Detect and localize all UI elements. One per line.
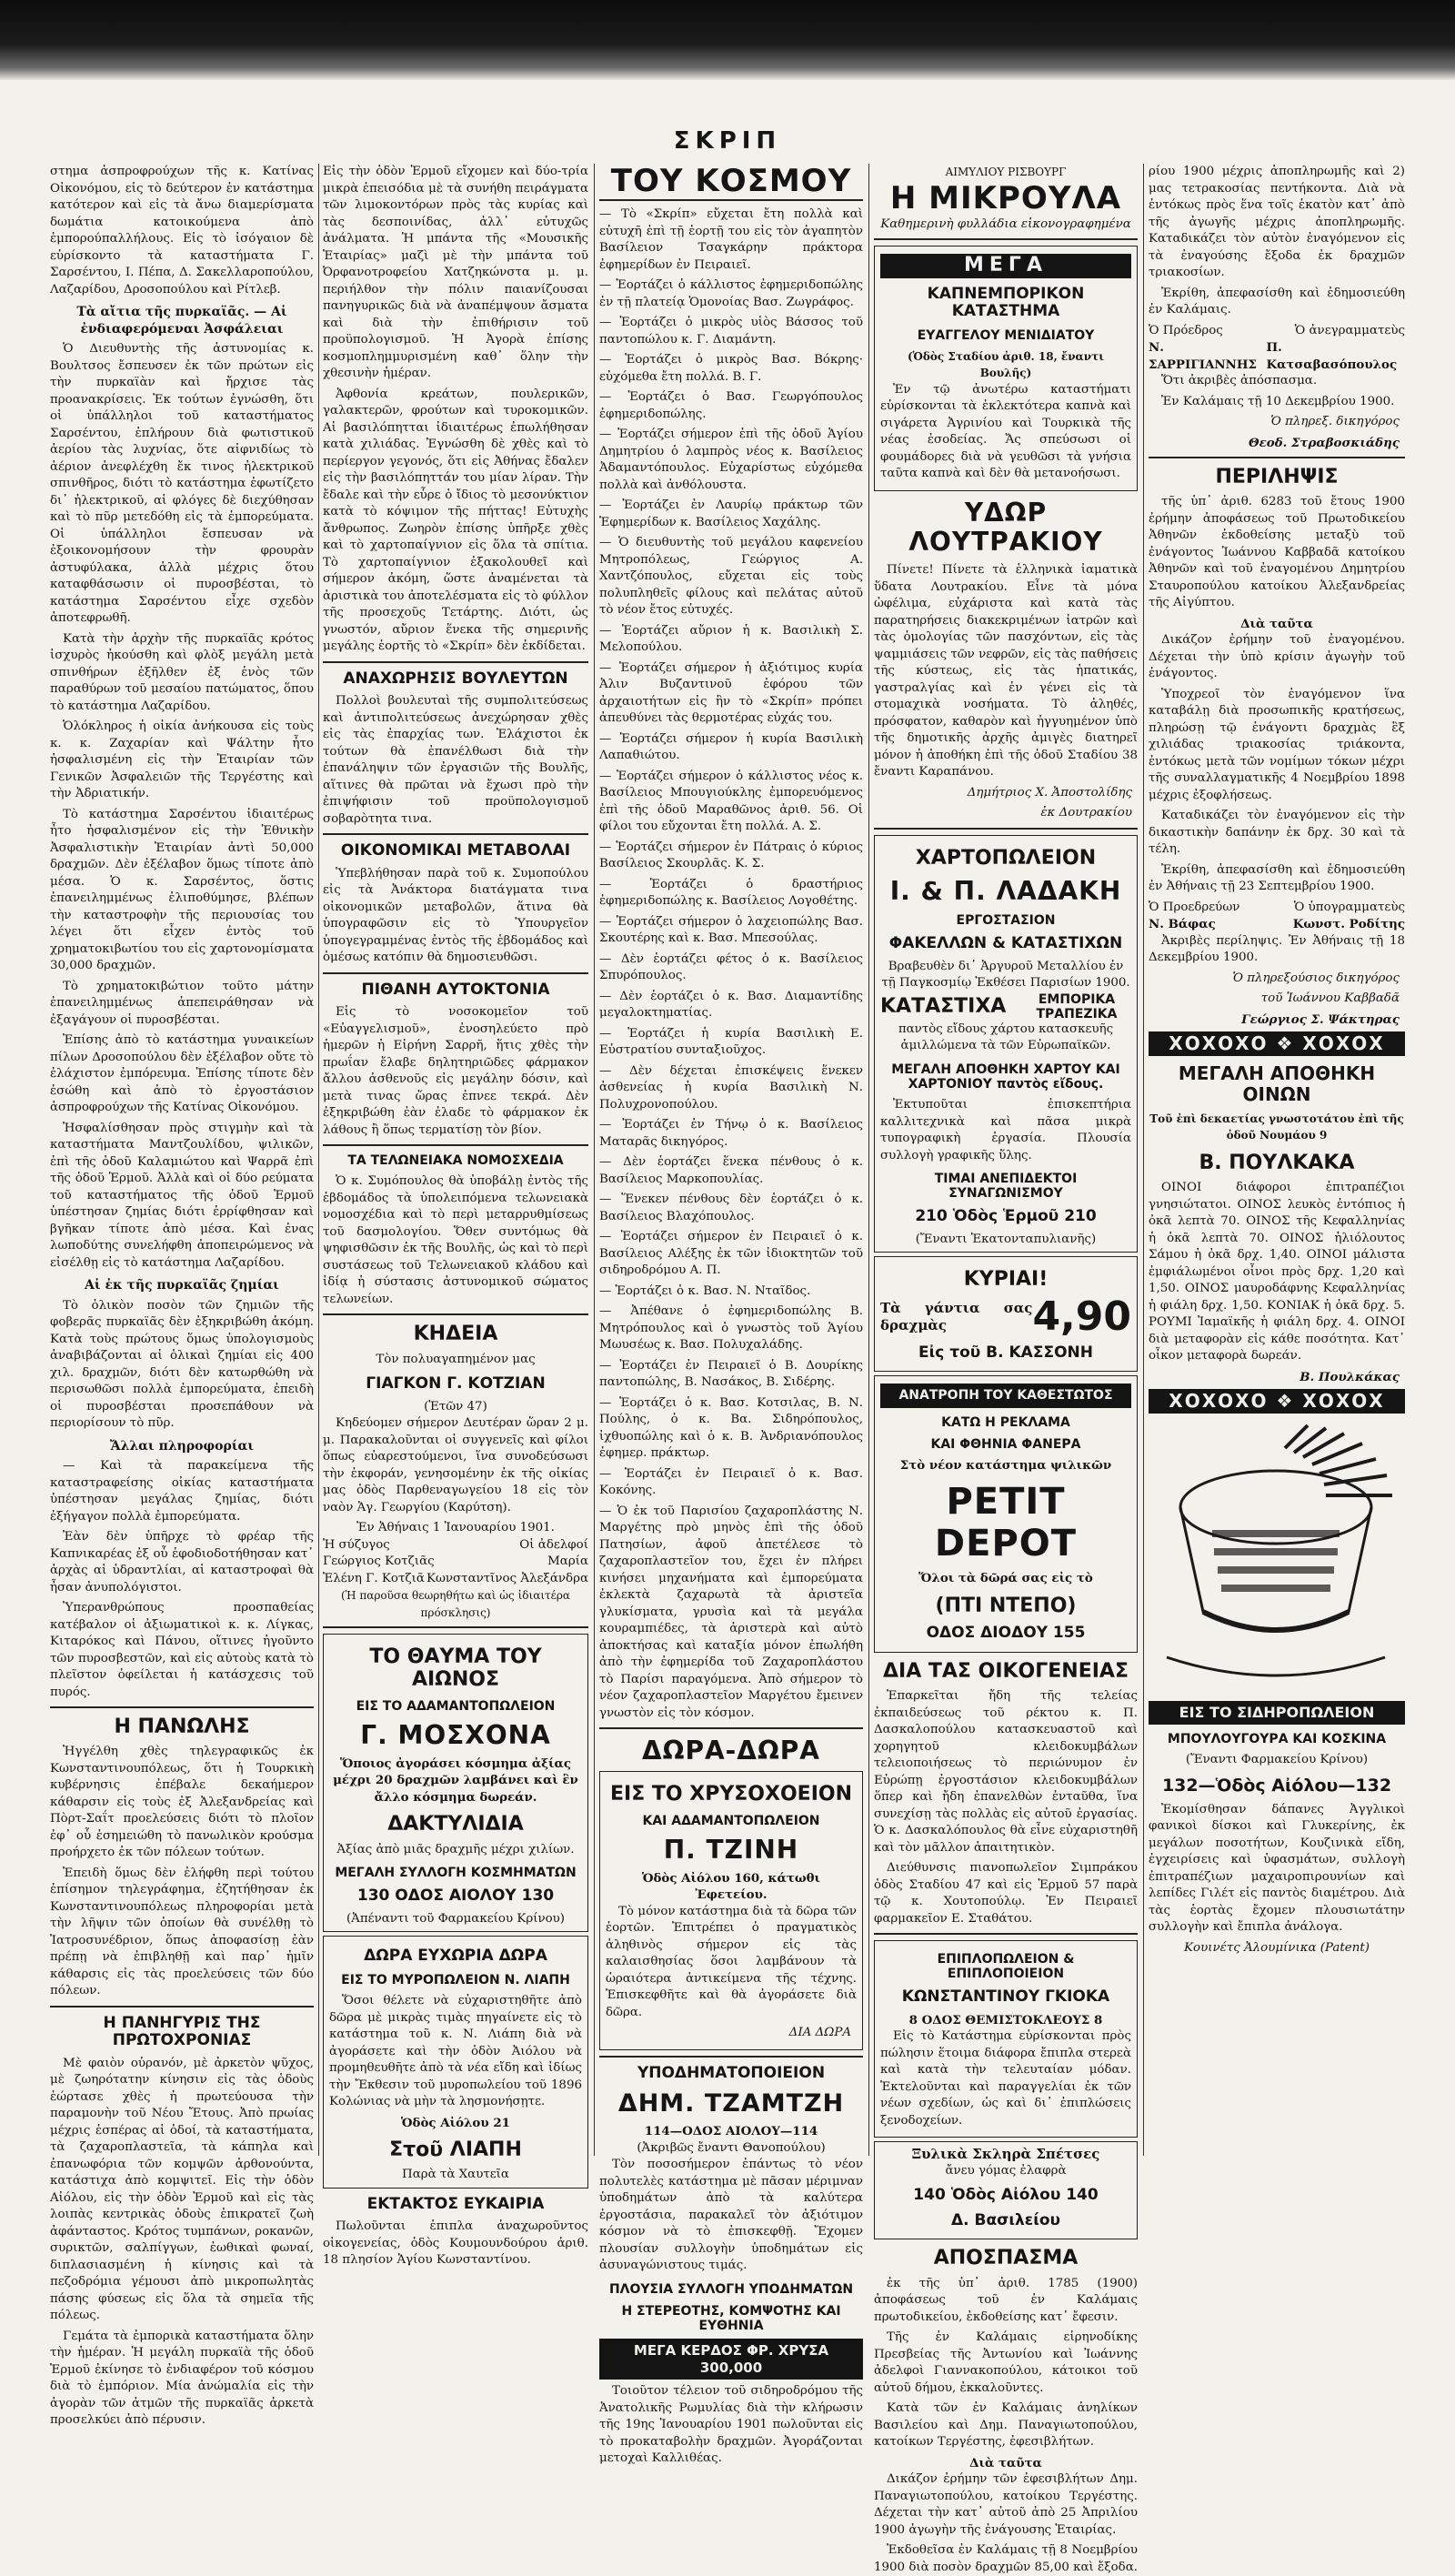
ad-headline: ΕΙΣ ΤΟ ΧΡΥΣΟΧΟΕΙΟΝ bbox=[609, 1783, 852, 1806]
divider bbox=[323, 972, 588, 974]
ad-headline: ΜΕΓΑ bbox=[880, 254, 1131, 278]
subheading: Διὰ ταῦτα bbox=[969, 2455, 1042, 2470]
social-note: — Ἑορτάζει ἐν Λαυρίῳ πράκτωρ τῶν Ἐφημερίδων κ. Βασίλειος Χαχάλης. bbox=[599, 498, 863, 529]
article-paragraph: Πολλοὶ βουλευταὶ τῆς συμπολιτεύσεως καὶ ἀντιπολιτεύσεως ἀνεχώρησαν χθὲς εἰς τὰς ἐπαρχίας των. Ἐλάχιστοι ἐκ τούτων θὰ ἐπανέλθωσι διὰ τὴν ἐπανάληψιν τῶν ἐργασιῶν τῆς Βουλῆς, αἵτινες θὰ πρῶται νὰ ἔχωσι πρὸ τὴν ἐπιψήφισιν τοῦ προϋπολογισμοῦ σοβαρὸτητα τινα. bbox=[323, 694, 588, 826]
ad-subheadline: ΚΑΙ ΦΘΗΝΙΑ ΦΑΝΕΡΑ bbox=[930, 1436, 1081, 1452]
headline: ΠΙΘΑΝΗ ΑΥΤΟΚΤΟΝΙΑ bbox=[361, 980, 550, 999]
ad-subheadline: ΕΙΣ ΤΟ ΜΥΡΟΠΩΛΕΙΟΝ Ν. ΛΙΑΠΗ bbox=[341, 1972, 570, 1987]
signature: Κωνσταντῖνος Ἀλεξάνδρα bbox=[426, 1571, 588, 1585]
article-paragraph: Ἐὰν δὲν ὑπῆρχε τὸ φρέαρ τῆς Καπνικαρέας ἐξ οὗ ἐφοδιοδοτήθησαν κατ᾽ ἀρχὰς αἱ ὑδραντλίαι, αἱ καταστροφαὶ θὰ ἦσαν ἀνυπολόγιστοι. bbox=[50, 1530, 314, 1595]
headline: Η ΠΑΝΩΛΗΣ bbox=[114, 1716, 250, 1738]
ad-subheadline: ΕΥΑΓΓΕΛΟΥ ΜΕΝΙΔΙΑΤΟΥ bbox=[917, 327, 1095, 343]
signature: Ὁ πληρεξ. δικηγόρος bbox=[1270, 415, 1400, 428]
timber-advertisement bbox=[874, 2141, 1138, 2239]
social-note: — Ἑορτάζει σήμερον ἡ ἀξιότιμος κυρία Ἀλιν Βυζαντινοῦ ἐφόρου τῶν ἀρχαιοτήτων εἰς ἣν τὸ «Σκρίπ» πρόπει ἀπευθύνει τὰς θερμοτέρας εὐχάς του. bbox=[599, 660, 863, 726]
ground-line bbox=[1167, 1657, 1385, 1675]
signature-row bbox=[323, 1554, 588, 1571]
ad-signoff: Δημήτριος Χ. Ἀποστολίδης bbox=[967, 785, 1132, 800]
ad-text: Πίνετε! Πίνετε τὰ ἑλληνικὰ ἰαματικὰ ὕδατα Λουτρακίου. Εἶνε τὰ μόνα ὠφέλιμα, εὐχάριστα καὶ κατὰ τὰς παρατηρήσεις διακεκριμένων ἰατρῶν καὶ τὰς ὁμολογίας τῶν πασχόντων, εἰς τὰς ψαμμιάσεις τῶν νεφρῶν, εἰς τὰς παθήσεις τῆς κύστεως, εἰς τὰς ἡπατικάς, γαστραλγίας καὶ ἐν γένει εἰς τὰ στομαχικὰ νοσήματα. Τὸ ἀληθές, πρόσφατον, καθαρὸν καὶ ἠγγυημένον ὑπὸ τῆς δημοτικῆς ἀρχῆς ἀμιγὲς διατηρεῖ μόνον ἡ ἀποθήκη ἐπὶ τῆς ὁδοῦ Σταδίου 38 ἔναντι Καραπάνου. bbox=[874, 563, 1138, 780]
social-note: — Ἑορτάζει σήμερον ὁ λαχειοπώλης Βασ. Σκουτέρης καὶ κ. Βασ. Μπεσούλας. bbox=[599, 914, 863, 946]
article-paragraph: Πωλοῦνται ἐπιπλα ἀναχωροῦντος οἰκογενείας, ὁδὸς Κουμουνδούρου ἀριθ. 18 πλησίον Ἁγίου Κωνσταντίνου. bbox=[323, 2219, 588, 2268]
article-paragraph: τῆς ὑπ᾽ ἀριθ. 6283 τοῦ ἔτους 1900 ἐρήμην ἀποφάσεως τοῦ Πρωτοδικείου Ἀθηνῶν ἐκδοθείσης μεταξὺ τοῦ ἐνάγοντος Ἰωάννου Καββαδᾶ κατοίκου Ἀθηνῶν καὶ τοῦ ἐναγομένου Δημητρίου Σταυροπούλου κατοίκου Ἀλεξανδρείας τῆς Αἰγύπτου. bbox=[1149, 495, 1405, 610]
column-2 bbox=[323, 164, 588, 2268]
ad-text: Ἐκτυποῦται ἐπισκεπτήρια καλλιτεχνικὰ καὶ πᾶσα μικρὰ τυπογραφικὴ ἐργασία. Πλουσία συλλογὴ γραφικῆς ὕλης. bbox=[880, 1098, 1131, 1162]
signature: Ἑλένη Γ. Κοτζιᾶ bbox=[323, 1571, 425, 1585]
signature: Ὁ πληρεξούσιος δικηγόρος bbox=[1232, 971, 1400, 985]
article-paragraph: Κατὰ τὴν ἀρχὴν τῆς πυρκαϊᾶς κρότος ἰσχυρὸς ἠκούσθη καὶ φλὸξ μεγάλη μετὰ σπινθήρων ἐξῆλθεν ἐξ ἑνὸς τῶν παραθύρων τοῦ μεσαίου πατώματος, ὅπου τὸ κατάστημα Λαζαρίδου. bbox=[50, 631, 314, 713]
scan-top-border bbox=[0, 0, 1455, 80]
article-paragraph: Τοιοῦτον τέλειον τοῦ σιδηροδρόμου τῆς Ἀνατολικῆς Ρωμυλίας διὰ τὴν κλήρωσιν τῆς 19ης Ἰανουαρίου 1901 πωλοῦνται εἰς τὸ προκαταβολὴν δραχμῶν. Ἀγοράζονται μετοχαὶ Καλλιθέας. bbox=[599, 2384, 863, 2466]
ad-brand: PETIT DEPOT bbox=[934, 1481, 1078, 1565]
article-paragraph: Κηδεύομεν σήμερον Δευτέραν ὥραν 2 μ. μ. Παρακαλοῦνται οἱ συγγενεῖς καὶ φίλοι ὅπως εὐαρεστούμενοι, ἵνα συνοδεύσωσι τὴν ἐκφοράν, γενησομένην ἐκ τῆς οἰκίας μας ὁδὸς Παρθεναγωγείου 18 εἰς τὸν ναὸν Ἁγ. Γεωργίου (Καρύτση). bbox=[323, 1416, 588, 1514]
signature: Γεώργιος Κοτζιᾶς bbox=[323, 1555, 435, 1569]
ad-brand: ΜΠΟΥΛΟΥΓΟΥΡΑ ΚΑΙ ΚΟΣΚΙΝΑ bbox=[1167, 1732, 1387, 1747]
ad-brand: Δ. Βασιλείου bbox=[950, 2210, 1061, 2229]
social-note: — Ἑορτάζει ὁ μικρὸς υἱὸς Βάσσος τοῦ παντοπώλου κ. Γ. Διαμάντη. bbox=[599, 316, 863, 347]
social-note: — Ἑορτάζει ὁ κάλλιστος ἐφημεριδοπώλης ἐν τῇ πλατείᾳ Ὁμονοίας Βασ. Ζωγράφος. bbox=[599, 278, 863, 309]
ad-brand: Ι. & Π. ΛΑΔΑΚΗ bbox=[889, 875, 1122, 906]
headline: ΥΔΩΡ ΛΟΥΤΡΑΚΙΟΥ bbox=[908, 497, 1103, 557]
column-rule bbox=[594, 164, 595, 2156]
article-paragraph: Ὅτι ἀκριβὲς ἀπόσπασμα. bbox=[1161, 374, 1318, 387]
signature: Ὁ ὑπογραμματεὺς bbox=[1293, 900, 1405, 914]
section-title: ΤΟΥ ΚΟΣΜΟΥ bbox=[599, 164, 863, 201]
social-note: — Ἑορτάζει ὁ κ. Βασ. Ν. Νταῖδος. bbox=[599, 1283, 811, 1298]
ad-brand: (ΠΤΙ ΝΤΕΠΟ) bbox=[935, 1594, 1077, 1617]
ad-subheadline: ΜΕΓΑΛΗ ΣΥΛΛΟΓΗ ΚΟΣΜΗΜΑΤΩΝ bbox=[335, 1866, 577, 1881]
ad-headline: ΕΙΣ ΤΟ ΣΙΔΗΡΟΠΩΛΕΙΟΝ bbox=[1149, 1701, 1405, 1726]
social-note: — Ἑορτάζει σήμερον ἐν Πειραιεῖ ὁ κ. Βασίλειος Αλέξης ἐκ τῶν ἰδιοκτητῶν τοῦ σιδηροδρόμου Α. Π. bbox=[599, 1230, 863, 1278]
ad-text: Ὅποιος ἀγοράσει κόσμημα ἀξίας μέχρι 20 δραχμῶν λαμβάνει καὶ ἓν ἄλλο κόσμημα δωρεάν. bbox=[333, 1756, 578, 1805]
article-paragraph: Ἐκδοθεῖσα ἐν Καλάμαις τῇ 8 Νοεμβρίου 1900 διὰ ποσὸν δραχμῶν 85,00 καὶ ἔξοδα. bbox=[874, 2543, 1139, 2574]
signature: Ν. ΣΑΡΡΙΓΙΑΝΝΗΣ bbox=[1149, 340, 1258, 372]
article-paragraph: Διεύθυνσις πιανοπωλεῖον Σιμπράκου ὁδὸς Σταδίου 47 καὶ εἰς Ἑρμοῦ 57 παρὰ τῷ κ. Χουτοπούλῳ. Ἐν Πειραιεῖ φαρμακεῖον Ε. Σταθάτου. bbox=[874, 1861, 1138, 1926]
ad-address: (Ὁδὸς Σταδίου ἀριθ. 18, ἔναντι Βουλῆς) bbox=[908, 349, 1104, 380]
headline: ΕΚΤΑΚΤΟΣ ΕΥΚΑΙΡΙΑ bbox=[366, 2194, 545, 2213]
divider bbox=[50, 1706, 314, 1708]
signature: Γεώργιος Σ. Ψάκτηρας bbox=[1241, 1011, 1400, 1027]
social-note: — Ἑορτάζει ὁ κ. Βασ. Κοτσιλας, Β. Ν. Πούλης, ὁ κ. Βα. Σιδηρόπουλος, ἰχθυοπώλης καὶ ὁ κ. Β. Ἀνδριανόπουλος ἐφημερ. πράκτωρ. bbox=[599, 1395, 863, 1461]
ad-address: 8 ΟΔΟΣ ΘΕΜΙΣΤΟΚΛΕΟΥΣ 8 bbox=[908, 2012, 1103, 2028]
column-4 bbox=[874, 164, 1139, 2574]
ad-subheadline: ΔΑΚΤΥΛΙΔΙΑ bbox=[387, 1813, 524, 1836]
social-note: — Ἀπέθανε ὁ ἐφημεριδοπώλης Β. Μητρόπουλος καὶ ὁ γνωστὸς τοῦ Ἁγίου Μωυσέως κ. Βασ. Πολυχαλάδης. bbox=[599, 1304, 863, 1353]
sieve-illustration bbox=[1149, 1421, 1403, 1694]
notice-date: Ἐν Ἀθήναις 1 Ἰανουαρίου 1901. bbox=[356, 1521, 555, 1535]
ad-text: Βραβευθὲν δι᾽ Ἀργυροῦ Μεταλλίου ἐν τῇ Παγκοσμίῳ Ἐκθέσει Παρισίων 1900. bbox=[881, 959, 1130, 991]
article-paragraph: Τὸ κατάστημα Σαρσέντου ἰδιαιτέρως ἦτο ἠσφαλισμένον εἰς τὴν Ἐθνικὴν Ἀσφαλιστικὴν Ἑταιρίαν ἀντὶ 50,000 δραχμῶν. Δὲν ἐξέλαβον ὅμως τίποτε ἀπὸ μέσα. Ὁ κ. Σαρσέντος, ὅστις ἐπανειλημμένως ἐλιποθύμησε, βλέπων τὴν καταστροφὴν τῆς περιουσίας του λέγει ὅτι εἶχεν ἐντὸς τοῦ χρηματοκιβωτίου του εἰς χαρτονομίσματα 30,000 δραχμῶν. bbox=[50, 807, 314, 972]
article-paragraph: Ὁ Διευθυντὴς τῆς ἀστυνομίας κ. Βουλτσος ἔσπευσεν ἐκ τῶν πρώτων εἰς τὴν πυρκαϊὰν καὶ ἤρχισε τὰς προανακρίσεις. Ἐκ τούτων ἐγνώσθη, ὅτι οἱ ὑπάλληλοι τοῦ καταστήματος Σαρσέντου, ἐπλήρουν διὰ φωτιστικοῦ ἀερίου τὰς λυχνίας, ὅτε αἰφνιδίως τὸ ἀέριον ἀνεφλέχθη ἔκ τινος ἠλεκτρικοῦ σπινθῆρος, διότι τὸ κατάστημα ἐφωτίζετο δι᾽ ἠλεκτρικοῦ, αἱ φλόγες δὲ διεχύθησαν καὶ τὸ πῦρ μετεδόθη εἰς τὰ ἐμπορεύματα. Οἱ ὑπάλληλοι ἔσπευσαν νὰ ἐξοικονομήσουν τὴν φρουρὰν ἀστυφύλακα, ἀλλὰ μέχρις ὅτου καταφθάσωσιν οἱ πυροσβέσται, τὸ κατάστημα Σαρσέντου εἶχε σχεδὸν ἀποτεφρωθῆ. bbox=[50, 342, 314, 625]
social-note: — Ὁ ἐκ τοῦ Παρισίου ζαχαροπλάστης Ν. Μαργέτης πρὸ μηνὸς ἐπὶ τῆς ὁδοῦ Πατησίων, ἀφοῦ ἀπετέλεσε τὸ ζαχαροπλαστεῖον του, ἔχει ἐν πλήρει κινήσει μηχανήματα καὶ ἐμπορεύματα ἐκλεκτὰ ζαχαρωτὰ τὰ ἀριστεῖα γλυκίσματα, γρυσὶα καὶ τὰ μεγάλα κουραμπιέδες, τὰ ἀριστερὰ καὶ αὐτὸ ἀποκτήσας καὶ καταξία μόνον ἐπωλήθη ἀπὸ τὴν ἐφημερίδα τοῦ Ζαχαροπλάστου τὸ Παρίσι παραγόμενα. Ἀπὸ σήμερον τὸ νέον ζαχαροπλαστεῖον Μαργέτου ἔμεινεν γνωστὸν εἰς τὸν κόσμον. bbox=[599, 1504, 863, 1720]
ad-address: Ὁδὸς Αἰόλου 21 bbox=[401, 2115, 510, 2130]
ad-row bbox=[880, 992, 1131, 1021]
ad-text: Τὸ μόνον κατάστημα διὰ τὰ δῶρα τῶν ἑορτῶν. Ἐπιτρέπει ὁ πραγματικὸς ἀληθινὸς σήμερον εἰς τὰς καλαισθησίας ὅσοι λαμβάνουν τὰ ὡραιότερα ἀντικείμενα τῆς τέχνης. Ἐπισκεφθῆτε καὶ θὰ ἀγοράσετε διὰ δῶρα. bbox=[606, 1904, 857, 2019]
signature-row bbox=[1149, 916, 1405, 933]
lottery-banner: ΜΕΓΑ ΚΕΡΔΟΣ ΦΡ. ΧΡΥΣΑ 300,000 bbox=[599, 2339, 863, 2380]
ad-brand: Η ΜΙΚΡΟΥΛΑ bbox=[889, 179, 1122, 216]
column-rule bbox=[868, 164, 869, 2156]
ad-text: (Ἀπέναντι τοῦ Φαρμακείου Κρίνου) bbox=[346, 1911, 566, 1926]
signature: Π. Κατσαβασόπουλος bbox=[1266, 340, 1398, 372]
signature-row bbox=[1149, 323, 1405, 340]
article-paragraph: Μὲ φαιὸν οὐρανόν, μὲ ἀρκετὸν ψῦχος, μὲ ζωηρότατην κίνησιν εἰς τὰς ὁδοὺς ἑώρτασε χθὲς ἡ πρωτεύουσα τὴν παραμονὴν τοῦ Νέου Ἔτους. Ἀπὸ πρωίας μέχρις ἑσπέρας αἱ ὁδοί, τὰ καταστήματα, τὰ ζαχαροπλαστεῖα, τὰ κάπηλα καὶ ἐπανωφόρια τῶν κομψῶν ἀρθονούντα, κατάστιχα ἀπὸ κομψιτεῖ. Εἰς τὴν ὁδὸν Αἰόλου, εἰς τὴν ὁδὸν Ἑρμοῦ καὶ εἰς τὰς λοιπὰς κεντρικὰς ὁδοὺς ἐπικρατεῖ ζωὴ ἀφάνταστος. Κρότος τυμπάνων, ροκανῶν, συρικτῶν, σαλπίγγων, ἐωθικαὶ φωναί, διπλασιασμένη ἡ κίνησις καὶ τὰ πεζοδρόμια γέμουσι ἀπὸ μικροπωλητὰς πάσης φύσεως εἰς ὅλα τὰ σημεῖα τῆς πόλεως. bbox=[50, 2056, 314, 2323]
stationery-advertisement bbox=[874, 835, 1138, 1253]
article-paragraph: Ἐκρίθη, ἀπεφασίσθη καὶ ἐδημοσιεύθη ἐν Καλάμαις. bbox=[1149, 286, 1405, 317]
article-paragraph: Ἐπειδὴ ὅμως δὲν ἐλήφθη περὶ τούτου ἐπίσημον τηλεγράφημα, ἐζητήθησαν ἐκ Κωνσταντινουπόλεως πληροφορίαι μετὰ τὴν λῆψιν τῶν ὁποίων θὰ συνέλθῃ τὸ Ἰατροσυνέδριον, ὅπως ἀποφασίσῃ ἐὰν πρέπῃ νὰ ἐπιβληθῇ καὶ παρ᾽ ἡμῖν κάθαρσις εἰς τὰς προελεύσεις τῶν δύο πόλεων. bbox=[50, 1866, 314, 1998]
divider bbox=[323, 1313, 588, 1315]
divider bbox=[599, 1727, 863, 1729]
sieve-base bbox=[1203, 1612, 1349, 1630]
ad-text: Τοῦ ἐπὶ δεκαετίας γνωστοτάτου ἐπὶ τῆς ὁδοῦ Νουμάου 9 bbox=[1149, 1112, 1404, 1142]
headline: ΤΑ ΤΕΛΩΝΕΙΑΚΑ ΝΟΜΟΣΧΕΔΙΑ bbox=[347, 1153, 564, 1169]
social-note: — Ἑορτάζει σήμερον ὁ κάλλιστος νέος κ. Βασίλειος Μπουγιούκλης ἐμπορευόμενος ἐπὶ τῆς ὁδοῦ Μαραθῶνος ἀριθ. 56. Οἱ φίλοι του εὔχονται ἔτη πολλά. Α. Σ. bbox=[599, 769, 863, 834]
social-note: — Δὲν ἑορτάζει φέτος ὁ κ. Βασίλειος Σπυρόπουλος. bbox=[599, 951, 863, 983]
ad-subheadline: ΤΙΜΑΙ ΑΝΕΠΙΔΕΚΤΟΙ ΣΥΝΑΓΩΝΙΣΜΟΥ bbox=[934, 1172, 1078, 1202]
signature: Θεοδ. Στραβοσκιάδης bbox=[1248, 435, 1400, 450]
ad-subheadline: ΚΑΤΩ Η ΡΕΚΛΑΜΑ bbox=[941, 1414, 1070, 1430]
divider bbox=[50, 2006, 314, 2007]
article-paragraph: ρίου 1900 μέχρις ἀποπληρωμῆς καὶ 2) μας τετρακοσίας πεντήκοντα. Διὰ νὰ ἐντόκως πρὸς ἕνα τοῖς ἑκατὸν κατ᾽ ἀπὸ τῆς ἀγωγῆς μέχρις ἀποπληρωμῆς. Καταδικάζει τὸν αὐτὸν ἐναγόμενον εἰς τὰ ἐναγούσης ἔξοδα ἐκ δραχμῶν τριακοσίων. bbox=[1149, 165, 1405, 279]
article-paragraph: Ὑποχρεοῖ τὸν ἐναγόμενον ἵνα καταβάλῃ διὰ προσωπικῆς κρατήσεως, πληρώσῃ τῷ ἐνάγοντι δραχμὰς ἓξ χιλιάδας τριακοσίας τριάκοντα, ἐντόκως μετὰ τῶν νομίμων τόκων μέχρι τῆς συναλλαγματικῆς 4 Νοεμβρίου 1898 μέχρις ἐξοφλήσεως. bbox=[1149, 687, 1405, 802]
ad-text: Ὅσοι θέλετε νὰ εὐχαριστηθῆτε ἀπὸ δῶρα μὲ μικρὰς τιμὰς πηγαίνετε εἰς τὸ κατάστημα τοῦ κ. Ν. Λιάπη διὰ νὰ ἀγοράσετε καὶ τὴν ὁδὸν Ἀιόλου νὰ προμηθευθῆτε ἀπὸ τὰ νέα εἴδη καὶ ἰδίως τὴν Ἔκθεσιν τοῦ μυροπωλείου τοῦ 1896 Κολώνιας νὰ μὴν τὰ λησμονήσῃτε. bbox=[329, 1994, 582, 2109]
ad-address: 210 Ὁδὸς Ἑρμοῦ 210 bbox=[915, 1207, 1097, 1226]
ad-subheadline: ΜΕΓΑΛΗ ΑΠΟΘΗΚΗ ΧΑΡΤΟΥ ΚΑΙ ΧΑΡΤΟΝΙΟΥ παντὸς εἴδους. bbox=[891, 1062, 1120, 1092]
social-note: — Ὁ διευθυντὴς τοῦ μεγάλου καφενείου Μητροπόλεως, Γεώργιος Α. Χαντζόπουλος, εὔχεται εἰς τοὺς πολυπληθεῖς φίλους καὶ πελάτας αὐτοῦ τὸ νέον ἔτος εὐτυχές. bbox=[599, 536, 863, 618]
divider bbox=[874, 828, 1138, 830]
deceased-name: ΓΙΑΓΚΟΝ Γ. ΚΟΤΖΙΑΝ bbox=[366, 1374, 546, 1394]
social-note: — Δὲν δέχεται ἐπισκέψεις ἕνεκεν ἀσθενείας ἡ κυρία Βασιλικὴ Ν. Πολυχρονοπούλου. bbox=[599, 1063, 863, 1112]
ad-subheadline: ΕΜΠΟΡΙΚΑ ΤΡΑΠΕΖΙΚΑ bbox=[1036, 991, 1118, 1021]
divider bbox=[323, 1626, 588, 1628]
divider bbox=[599, 2056, 863, 2058]
headline: ΠΕΡΙΛΗΨΙΣ bbox=[1215, 466, 1339, 488]
headline: ΔΩΡΑ-ΔΩΡΑ bbox=[642, 1736, 820, 1766]
subheading: Τὰ αἴτια τῆς πυρκαϊᾶς. — Αἱ ἐνδιαφερόμεναι Ἀσφάλειαι bbox=[76, 305, 287, 337]
ad-brand: Γ. ΜΟΣΧΟΝΑ bbox=[360, 1719, 551, 1750]
article-paragraph: Ἠγγέλθη χθὲς τηλεγραφικῶς ἐκ Κωνσταντινουπόλεως, ὅτι ἡ Τουρκικὴ κυβέρνησις ἐπέβαλε δεκαήμερον κάθαρσιν εἰς τοὺς ἐξ Ἀλεξανδρείας καὶ Πὸρτ-Σαΐτ προελεύσεις διότι τὸ πλοῖον ἐφ᾽ οὗ ἐσημειώθη τὸ πανωλικὸν κρούσμα προήρχετο ἐκ τῶν πόλεων τούτων. bbox=[50, 1745, 314, 1860]
headline: ΟΙΚΟΝΟΜΙΚΑΙ ΜΕΤΑΒΟΛΑΙ bbox=[340, 841, 571, 860]
ad-text: Ἐκομίσθησαν δάπανες Ἀγγλικοὶ φανικοὶ δίσκοι καὶ Γλυκερίνης, ἐκ μεγάλων ποσοτήτων, Κουζινικὰ εἴδη, ἐγχειρίσεις καὶ ὑφασμάτων, συλλογὴ ἐπιτραπέζιων μαχαιροπιρουνίων καὶ λεπίδες Γιλέτ εἰς παντὸς διαμέτρου. Διὰ τὰς ἑορτὰς ἔχομεν πλουσιωτάτην συλλογὴν καὶ ἔπιπλα ἀνάλογα. bbox=[1149, 1802, 1405, 1935]
goldsmith-advertisement bbox=[599, 1771, 863, 2050]
gloves-advertisement bbox=[874, 1256, 1138, 1372]
ad-text: Εἰς τὸ Κατάστημα εὑρίσκονται πρὸς πώλησιν ἕτοιμα διάφορα ἔπιπλα στερεὰ καὶ κατὰ τὴν τελευταίαν μόδαν. Ἐκτελοῦνται καὶ παραγγελίαι ἐκ τῶν νέων σχεδίων, ὡς καὶ δι᾽ ἐπιπλώσεις ξενοδοχείων. bbox=[880, 2029, 1131, 2128]
social-note: — Δὲν ἑορτάζει ἕνεκα πένθους ὁ κ. Βασίλειος Μαρκοπουλίας. bbox=[599, 1155, 863, 1186]
article-paragraph: Ἐπίσης ἀπὸ τὸ κατάστημα γυναικείων πίλων Δροσοπούλου δὲν ἐξέλαβον οὔτε τὸ ἐλάχιστον ἐμπόρευμα. Ἐπίσης τίποτε δὲν ἐσώθη καὶ ἀπὸ τὸ ἐργοστάσιον ἀσπροφρούχων τῆς Κατίνας Οἰκονόμου. bbox=[50, 1033, 314, 1114]
signature: Ὁ Πρόεδρος bbox=[1149, 323, 1223, 337]
ad-row bbox=[880, 1293, 1131, 1340]
masthead: ΣΚΡΙΠ bbox=[673, 127, 782, 155]
ad-text: Στὸ νέον κατάστημα ψιλικῶν bbox=[899, 1457, 1112, 1473]
ad-brand: ΚΩΝΣΤΑΝΤΙΝΟΥ ΓΚΙΟΚΑ bbox=[901, 1987, 1110, 2007]
signature: Ὁ Προεδρεύων bbox=[1149, 900, 1240, 914]
ad-subheadline: Η ΣΤΕΡΕΟΤΗΣ, ΚΟΜΨΟΤΗΣ ΚΑΙ ΕΥΘΗΝΙΑ bbox=[621, 2304, 841, 2334]
deceased-age: (Ἐτῶν 47) bbox=[424, 1399, 487, 1414]
furniture-advertisement bbox=[874, 1940, 1138, 2138]
ornament-border: ΧΟΧΟΧΟ ❖ ΧΟΧΟΧ bbox=[1149, 1031, 1405, 1056]
article-paragraph: Γεμάτα τὰ ἐμπορικὰ καταστήματα ὅλην τὴν ἡμέραν. Ἡ μεγάλη πυρκαϊὰ τῆς ὁδοῦ Ἑρμοῦ ἐκίνησε τὸ ἐνδιαφέρον τοῦ κόσμου διὰ τὸ ἐμπόριον. Μία ἀνώμαλία εἰς τὴν ἀγορὰν τῶν ἀτμῶν τῆς πυρκαϊᾶς ἀρκετὰ προσελκύει ἀπὸ πέρυσιν. bbox=[50, 2329, 314, 2428]
social-note: — Ἑορτάζει σήμερον ἐν Πάτραις ὁ κύριος Βασίλειος Σκουρλᾶς. Κ. Σ. bbox=[599, 840, 863, 871]
signature-row bbox=[323, 1571, 588, 1588]
social-note: — Δὲν ἑορτάζει ὁ κ. Βασ. Διαμαντίδης μεγαλοκτηματίας. bbox=[599, 989, 863, 1021]
ad-headline: ΤΟ ΘΑΥΜΑ ΤΟΥ ΑΙΩΝΟΣ bbox=[369, 1645, 542, 1692]
article-paragraph: Καταδικάζει τὸν ἐναγόμενον εἰς τὴν δικαστικὴν δαπάνην ἐκ δρχ. 30 καὶ τὰ τέλη. bbox=[1149, 809, 1405, 857]
ad-address: ΟΔΟΣ ΔΙΟΔΟΥ 155 bbox=[926, 1624, 1086, 1643]
ad-text: ΟΙΝΟΙ διάφοροι ἐπιτραπέζιοι γνησιώτατοι. ΟΙΝΟΣ λευκὸς ἐντόπιος ἡ ὀκᾶ λεπτὰ 70. ΟΙΝΟΣ τῆς Κεφαλληνίας ἡ ὀκᾶ λεπτὰ 70. ΟΙΝΟΣ ἡλιόλουτος Σάμου ἡ ὀκᾶ δρχ. 1,40. ΟΙΝΟΙ μάλιστα ἐμφιάλωμένοι οἶνοι πρὸς δρχ. 1,20 καὶ 1,50. ΟΙΝΟΣ μαυροδάφνης Κεφαλληνίας ἡ φιάλη δρχ. 1,50. ΚΟΝΙΑΚ ἡ ὀκᾶ δρχ. 5. ΡΟΥΜΙ Ἰαμαϊκῆς ἡ φιάλη δρχ. 4. ΟΙΝΟΙ διὰ μεταφορὰν εἰς κάθε ποσότητα. Κατ᾽ οἶκον μεταφορὰ δωρεάν. bbox=[1149, 1181, 1405, 1363]
ad-address: 140 Ὁδὸς Αἰόλου 140 bbox=[913, 2186, 1099, 2205]
column-rule bbox=[318, 164, 319, 2156]
divider bbox=[323, 1144, 588, 1146]
signature: Ὁ ἀνεγραμματεὺς bbox=[1294, 323, 1405, 337]
headline: ΑΠΟΣΠΑΣΜΑ bbox=[933, 2247, 1079, 2270]
signature: Ἡ σύζυγος bbox=[323, 1537, 390, 1552]
divider bbox=[874, 1933, 1138, 1935]
ad-kicker: ΑΙΜΥΛΙΟΥ ΡΙΣΒΟΥΡΓ bbox=[945, 166, 1067, 178]
ad-brand: Β. ΠΟΥΛΚΑΚΑ bbox=[1199, 1151, 1355, 1174]
ad-address: 114—ΟΔΟΣ ΑΙΟΛΟΥ—114 bbox=[644, 2124, 818, 2139]
ad-text: Κουινέτς Ἀλουμίνικα (Patent) bbox=[1184, 1940, 1370, 1955]
ad-text: παντὸς εἴδους χάρτου κατασκευῆς ἀμιλλώμενα τὰ τῶν Εὐρωπαϊκῶν. bbox=[898, 1021, 1114, 1053]
ornament-border: ΧΟΧΟΧΟ ❖ ΧΟΧΟΧ bbox=[1149, 1389, 1405, 1414]
ad-text: Τὰ γάντια σας δραχμὰς bbox=[880, 1300, 1033, 1333]
subheading: Ἄλλαι πληροφορίαι bbox=[109, 1438, 255, 1454]
social-note: — Ἑορτάζει αὔριον ἡ κ. Βασιλικὴ Σ. Μελοπούλου. bbox=[599, 623, 863, 655]
tobacco-advertisement bbox=[874, 246, 1138, 491]
ad-headline: ΕΠΙΠΛΟΠΩΛΕΙΟΝ & ΕΠΙΠΛΟΠΟΙΕΙΟΝ bbox=[937, 1952, 1075, 1982]
ad-brand: ΔΗΜ. ΤΖΑΜΤΖΗ bbox=[617, 2089, 845, 2118]
signature: Κωνστ. Ροδίτης bbox=[1292, 917, 1405, 932]
social-note: — Ἑορτάζει ἐν Τήνῳ ὁ κ. Βασίλειος Ματαρᾶς δικηγόρος. bbox=[599, 1118, 863, 1149]
notice-note: (Ἡ παροῦσα θεωρηθήτω καὶ ὡς ἰδιαιτέρα πρόσκλησις) bbox=[340, 1589, 571, 1619]
article-paragraph: Τῆς ἐν Καλάμαις εἰρηνοδίκης Πρεσβείας τῆς Ἀντωνίου καὶ Ἰωάννης ἀδελφοὶ Γιαννακοπούλου, κάτοικοι τοῦ αὐτοῦ δήμου, ἐκκαλοῦντες. bbox=[874, 2330, 1138, 2395]
ad-subheadline: ΕΡΓΟΣΤΑΣΙΟΝ bbox=[956, 913, 1056, 929]
ad-address: 130 ΟΔΟΣ ΑΙΟΛΟΥ 130 bbox=[356, 1887, 555, 1906]
signature: Οἱ ἀδελφοί bbox=[519, 1537, 588, 1552]
ad-text: Καθημερινὴ φυλλάδια εἰκονογραφημένα bbox=[880, 216, 1131, 231]
perfumery-advertisement bbox=[323, 1936, 588, 2188]
newspaper-page bbox=[50, 163, 1405, 2574]
article-paragraph: Ὁ κ. Συμόπουλος θὰ ὑποβάλῃ ἐντὸς τῆς ἑβδομάδος τὰ ὑπολειπόμενα τελωνειακὰ νομοσχέδια καὶ τὸ περὶ μεταρρυθμίσεως τοῦ δασμολογίου. Ὅθεν συντόμως θὰ ψηφισθῶσιν ἐκ τῆς Βουλῆς, ὡς καὶ τὸ περὶ συστάσεως τοῦ Τελωνειακοῦ κλάδου καὶ ἰδίᾳ ἡ σύστασις ἀστυνομικοῦ σώματος τελωνείων. bbox=[323, 1174, 588, 1306]
ad-headline: ΑΝΑΤΡΟΠΗ ΤΟΥ ΚΑΘΕΣΤΩΤΟΣ bbox=[880, 1384, 1131, 1408]
social-note: — Τὸ «Σκρίπ» εὔχεται ἔτη πολλὰ καὶ εὐτυχῆ ἐπὶ τῇ ἑορτῇ του εἰς τὸν ἀγαπητὸν Βασίλειον Τσαγκάρην πράκτορα ἐφημερίδων ἐν Πειραιεῖ. bbox=[599, 207, 863, 272]
ad-headline: ΔΩΡΑ ΕΥΧΩΡΙΑ ΔΩΡΑ bbox=[364, 1947, 547, 1966]
ad-brand: ΚΑΤΑΣΤΙΧΑ bbox=[880, 995, 1007, 1019]
divider bbox=[874, 238, 1138, 240]
column-rule bbox=[1143, 164, 1144, 2156]
ad-headline: ΜΕΓΑΛΗ ΑΠΟΘΗΚΗ ΟΙΝΩΝ bbox=[1178, 1062, 1376, 1105]
ad-address: Ὁδὸς Αἰόλου 160, κάτωθι Ἐφετείου. bbox=[641, 1870, 821, 1903]
petit-depot-advertisement bbox=[874, 1375, 1138, 1653]
ad-brand: ΚΑΠΝΕΜΠΟΡΙΚΟΝ ΚΑΤΑΣΤΗΜΑ bbox=[927, 284, 1085, 321]
ad-address: 132—Ὁδὸς Αἰόλου—132 bbox=[1161, 1775, 1392, 1796]
ad-text: Ἀξίας ἀπὸ μιᾶς δραχμῆς μέχρι χιλίων. bbox=[336, 1842, 575, 1857]
article-paragraph: Ἐπαρκεῖται ἤδη τῆς τελείας ἐκπαιδεύσεως τοῦ ρέκτου κ. Π. Δασκαλοπούλου κατασκευαστοῦ καὶ χορηγητοῦ κλειδοκυμβάλων τελειοποιήσεως τὸ περιώνυμον ἐν Εὐρώπῃ ἐργοστάσιον κλειδοκυμβάλων ὅπερ καὶ ἤδη ἐπανελθὼν ἐνταῦθα, ἵνα συνεχίσῃ τὰς πολλὰς εἰς αὐτοῦ ἐργασίας. Ὁ κ. Δασκαλόπουλος θὰ εἶνε εὐχαριστηθῆ καὶ τὸν μᾶλλον ἀπαιτητικὸν. bbox=[874, 1689, 1138, 1855]
ad-headline: ΚΥΡΙΑΙ! bbox=[963, 1268, 1049, 1292]
article-paragraph: στημα ἀσπροφρούχων τῆς κ. Κατίνας Οἰκονόμου, εἰς τὸ δεύτερον ἐν κατάστημα κατότερον καὶ εἰς τὰ ἄνω διαμερίσματα δωμάτια κατοικούμενα ἀπὸ ἐμπορούπαλλήλους. Εἰς τὸ ἰσόγαιον δὲ εὑρίσκοντο τὰ καταστήματα Γ. Σαρσέντου, Ι. Πέπα, Δ. Σακελλαροπούλου, Λαζαρίδου, Δροσοπούλου καὶ Ρίτλεβ. bbox=[50, 165, 314, 297]
ad-subheadline: ΠΛΟΥΣΙΑ ΣΥΛΛΟΓΗ ΥΠΟΔΗΜΑΤΩΝ bbox=[608, 2281, 854, 2297]
divider bbox=[1149, 457, 1405, 458]
signature: τοῦ Ἰωάννου Καββαδᾶ bbox=[1260, 991, 1400, 1006]
signature: Μαρία bbox=[547, 1555, 588, 1569]
social-note: — Ἑορτάζει σήμερον ἐπὶ τῆς ὁδοῦ Ἁγίου Δημητρίου ὁ λαμπρὸς νέος κ. Βασίλειος Ἀδαμαντόπουλος. Εὐχαρίστως εὐχόμεθα πολλὰ καὶ ἀνθόλουστα. bbox=[599, 428, 863, 492]
ad-text: Παρὰ τὰ Χαυτεῖα bbox=[402, 2168, 509, 2182]
ad-text: (Ἔναντι Φαρμακείου Κρίνου) bbox=[1185, 1753, 1369, 1767]
ad-subheadline: ΕΙΣ ΤΟ ΑΔΑΜΑΝΤΟΠΩΛΕΙΟΝ bbox=[356, 1698, 556, 1714]
article-paragraph: Ἐκρίθη, ἀπεφασίσθη καὶ ἐδημοσιεύθη ἐν Ἀθήναις τῇ 23 Σεπτεμβρίου 1900. bbox=[1149, 862, 1405, 894]
article-paragraph: Δικάζον ἐρήμην τοῦ ἐναγομένου. Δέχεται τὴν ὑπὸ κρίσιν ἀγωγὴν τοῦ ἐνάγοντος. bbox=[1149, 633, 1405, 681]
article-paragraph: Δικάζον ἐρήμην τῶν ἐφεσιβλήτων Δημ. Παναγιωτοπούλου, κατοίκου Τεργέστης. Δέχεται τὴν κατ᾽ αὐτοῦ ἀπὸ 25 Ἀπριλίου 1900 ἀγωγὴν τῆς ἐνάγουσης Ἑταιρίας. bbox=[874, 2472, 1138, 2537]
article-paragraph: Κατὰ τῶν ἐν Καλάμαις ἀνηλίκων Βασιλείου καὶ Δημ. Παναγιωτοπούλου, κατοίκων Τεργέστης, ἐφεσιβλήτων. bbox=[874, 2401, 1138, 2450]
ad-signoff: Β. Πουλκάκας bbox=[1299, 1369, 1400, 1384]
article-paragraph: Ἠσφαλίσθησαν πρὸς στιγμὴν καὶ τὰ καταστήματα Μαντζουλίδου, ψιλικῶν, ἐπὶ τῆς ὁδοῦ Καλαμιώτου καὶ Ψαρρᾶ ἐπὶ τῆς ὁδοῦ Ἑρμοῦ. Ἀλλὰ καὶ οἱ δύο ρεύματα τοῦ καταστήματος τῆς ὁδοῦ Ἑρμοῦ ὑπέστησαν ζημίας διότι ἐρρίφθησαν καὶ βγῆκαν τίποτε ἀπὸ μέσα. Καὶ ἐνας λωποδύτης συνελήφθη ἀποπειρώμενος νὰ εἰσέλθῃ εἰς τὸ κατάστημα Λαζαρίδου. bbox=[50, 1121, 314, 1270]
social-note: — Ἑορτάζει ἡ κυρία Βασιλικὴ Ε. Εὐστρατίου συνταξιοῦχος. bbox=[599, 1026, 863, 1058]
ad-brand: Π. ΤΖΙΝΗ bbox=[663, 1834, 799, 1865]
social-note: — Ἑορτάζει ἐν Πειραιεῖ ὁ Β. Δουρίκης παντοπώλης, Β. Νασάκος, Β. Σιδέρης. bbox=[599, 1358, 863, 1390]
article-paragraph: Ὑπεβλήθησαν παρὰ τοῦ κ. Συμοπούλου εἰς τὰ Ἀνάκτορα διατάγματα τινα οἰκονομικῶν μεταβολῶν, ἅτινα θὰ ὑπογραφῶσιν εἰς τὸ Ὑπουργεῖον ὑπογεγραμμένας ἐντὸς τῆς ἑβδομάδος καὶ ὁμέσως κατόπιν θὰ δημοσιευθῶσι. bbox=[323, 866, 588, 965]
signature-row bbox=[1149, 900, 1405, 917]
social-note: — Ἑορτάζει ἐν Πειραιεῖ ὁ κ. Βασ. Κοκόνης. bbox=[599, 1466, 863, 1498]
subheading: Αἱ ἐκ τῆς πυρκαϊᾶς ζημίαι bbox=[85, 1278, 279, 1293]
funeral-intro: Τὸν πολυαγαπημένον μας bbox=[376, 1352, 536, 1366]
article-paragraph: Ἐν Καλάμαις τῇ 10 Δεκεμβρίου 1900. bbox=[1161, 394, 1395, 408]
subheading: Διὰ ταῦτα bbox=[1240, 616, 1313, 631]
jeweler-advertisement bbox=[323, 1634, 588, 1932]
social-note: — Ἑορτάζει ὁ μικρὸς Βασ. Βόκρης· εὐχόμεθα ἔτη πολλά. Β. Γ. bbox=[599, 353, 863, 384]
headline: ΔΙΑ ΤΑΣ ΟΙΚΟΓΕΝΕΙΑΣ bbox=[883, 1659, 1129, 1683]
article-paragraph: Ἀφθονία κρεάτων, πουλερικῶν, γαλακτερῶν, φρούτων καὶ τυροκομικῶν. Αἱ βασιλόπητται ἰδιαιτέρως ἐπωλήθησαν κατὰ χιλιάδας. Ἐγνώσθη δὲ χθὲς καὶ τὸ περίεργον γεγονός, ὅτι εἰς Ἀθήνας ἔδαλεν εἰς τὴν βασιλόπηττάν του μίαν λίραν. Τὴν ἔδαλε καὶ τὴν εὗρε ὁ ἴδιος τὸ μεσονύκτιον κατὰ τὸ κόψιμον τῆς πήττας! Εὐτυχὴς ἄνθρωπος. Ζωηρὸν ἐπίσης ὑπῆρξε χθὲς καὶ τὸ χαρτοπαίγνιον εἰς ὅλα τὰ σπίτια. Τὸ χαρτοπαίγνιον ἐξακολουθεῖ καὶ σήμερον ἀκόμη, ὥστε ἀναμένεται τὰ ἀριστικὰ του ἀποτελέσματα εἰς τὸ φύλλον τῆς προσεχοῦς Τετάρτης. Διότι, ὡς γνωστόν, αὔριον ἕνεκα τῆς σημερινῆς μεγάλης ἑορτῆς τὸ «Σκρίπ» δὲν ἐκδίδεται. bbox=[323, 387, 588, 653]
article-paragraph: Ὑπερανθρώπους προσπαθείας κατέβαλον οἱ ἀξιωματικοὶ κ. κ. Λίγκας, Κιταρόκος καὶ Πάνου, οἵτινες ἠγοῦντο τῶν πυροσβεστῶν, καὶ εἰς αὐτοὺς κατὰ τὸ πλεῖστον ὀφείλεται ἡ κατάσχεσις τοῦ πυρός. bbox=[50, 1601, 314, 1699]
headline: Η ΠΑΝΗΓΥΡΙΣ ΤΗΣ ΠΡΩΤΟΧΡΟΝΙΑΣ bbox=[103, 2013, 261, 2050]
ad-subheadline: ΚΑΙ ΑΔΑΜΑΝΤΟΠΩΛΕΙΟΝ bbox=[642, 1813, 820, 1828]
article-paragraph: Εἰς τὴν ὁδὸν Ἑρμοῦ εἴχομεν καὶ δύο-τρία μικρὰ ἐπεισόδια μὲ τὰ συνήθη πειράγματα τῶν λιμοκοντόρων πρὸς τὰς κυρίας καὶ τὰς δεσποινίδας, ἀλλ᾽ εὐτυχῶς ἀνάλματα. Ἡ μπάντα τῆς «Μουσικῆς Ἑταιρίας» μαζὶ μὲ τὴν μπάντα τοῦ Ὀρφανοτροφείου Χατζηκώνστα μ. μ. περιήλθον τὴν πόλιν παιανίζουσαι πανηγυρικῶς διὰ νὰ ἀναπέμψουν ἄσματα καὶ διὰ τὴν ἐπιθήρισιν τοῦ προϋπολογισμοῦ. Ἡ Ἀγορὰ ἐπίσης κοσμοπλημμυρισμένη καθ᾽ ὅλην τὴν χθεσινὴν ἡμέραν. bbox=[323, 165, 588, 380]
signature-row bbox=[1149, 339, 1405, 373]
article-paragraph: Τὸ ὁλικὸν ποσὸν τῶν ζημιῶν τῆς φοβερᾶς πυρκαϊᾶς δὲν ἐξηκριβώθη ἀκόμη. Κατὰ τοὺς πρώτους ὅμως ὑπολογισμοὺς ἀναβιβάζονται αἱ ὁλικαὶ ζημίαι εἰς 400 χιλ. δραχμῶν, διότι δὲν κατωρθώθη νὰ περισωθῶσι πολλὰ ἐμπορεύματα, ἐπειδὴ οἱ πυροσβέσται προσεπάθουν νὰ περιορίσουν τὸ πῦρ. bbox=[50, 1298, 314, 1430]
article-paragraph: Εἰς τὸ νοσοκομεῖον τοῦ «Εὐαγγελισμοῦ», ἐνοσηλεύετο πρὸ ἡμερῶν ἡ Εἰρήνη Σαρρῆ, ἥτις χθὲς τὴν πρωΐαν ἔλαβε δηλητηριῶδες φάρμακον ἄλλου ἀσθενοῦς εἰς μεγάλην δόσιν, καὶ μετὰ τινας ὥρας ἐπνεε τεκρά. Δὲν ἐξηκριβώθη ἐὰν ἐλαδε τὸ φάρμακον ἐκ λάθους ἢ ὅπως τερματίσῃ τὸν βίον. bbox=[323, 1005, 588, 1137]
broom-bristles bbox=[1285, 1425, 1392, 1495]
ad-headline: Ξυλικὰ Σκληρὰ Σπέτσες bbox=[911, 2146, 1100, 2163]
social-note: — Ἑορτάζει σήμερον ἡ κυρία Βασιλικὴ Λαπαθιώτου. bbox=[599, 731, 863, 763]
social-note: — Ἑορτάζει ὁ δραστήριος ἐφημεριδοπώλης κ. Βασίλειος Λογοθέτης. bbox=[599, 877, 863, 909]
ad-brand: Στοῦ ΛΙΑΠΗ bbox=[389, 2138, 522, 2162]
social-note: — Ἕνεκεν πένθους δὲν ἑορτάζει ὁ κ. Βασίλειος Βλαχόπουλος. bbox=[599, 1192, 863, 1223]
article-paragraph: ἐκ τῆς ὑπ᾽ ἀριθ. 1785 (1900) ἀποφάσεως τοῦ ἐν Καλάμαις πρωτοδικείου, ἐκδοθείσης κατ᾽ ἔφεσιν. bbox=[874, 2276, 1138, 2324]
ad-text: Τὸν ποσοσήμερον ἐπάντως τὸ νέον πολυτελὲς κατάστημα μὲ πᾶσαν μέριμναν ὑποδημάτων ἀπὸ τὰ καλύτερα ἐργοστάσια, παρακαλεῖ τὸν ἀξιότιμον κόσμον νὰ τὸ ἐπισκεφθῇ. Ἔχομεν πλουσίαν συλλογὴν ὑποδημάτων εἰς ἀσυναγώνιστους τιμάς. bbox=[599, 2158, 863, 2273]
divider bbox=[323, 661, 588, 663]
article-paragraph: Τὸ χρηματοκιβώτιον τοῦτο μάτην ἐπανειλημμένως ἀπεπειράθησαν νὰ ἐξαγάγουν οἱ πυροσβέσται. bbox=[50, 979, 314, 1027]
divider bbox=[323, 833, 588, 835]
article-paragraph: Ὁλόκληρος ἡ οἰκία ἀνήκουσα εἰς τοὺς κ. κ. Ζαχαρίαν καὶ Ψάλτην ἦτο ἠσφαλισμένη εἰς τὴν Ἑταιρίαν τῶν Γενικῶν Ἀσφαλειῶν τῆς Τεργέστης καὶ τὴν Ἀδριατικήν. bbox=[50, 719, 314, 800]
ad-text: (Ἔναντι Ἐκατονταπυλιανῆς) bbox=[915, 1232, 1097, 1246]
column-1 bbox=[50, 164, 314, 2428]
headline: ΚΗΔΕΙΑ bbox=[413, 1323, 498, 1346]
column-5 bbox=[1149, 164, 1405, 2156]
social-note: — Ἑορτάζει ὁ Βασ. Γεωργόπουλος ἐφημεριδοπώλης. bbox=[599, 390, 863, 421]
ad-signoff: ΔΙΑ ΔΩΡΑ bbox=[788, 2026, 851, 2040]
article-paragraph: — Καὶ τὰ παρακείμενα τῆς καταστραφείσης οἰκίας καταστήματα ὑπέστησαν μεγάλας ζημίας, διότι ἐξήγαγον πολλὰ ἐμπορεύματα. bbox=[50, 1459, 314, 1524]
headline: ΑΝΑΧΩΡΗΣΙΣ ΒΟΥΛΕΥΤΩΝ bbox=[343, 669, 568, 688]
ad-text: (Ἀκριβῶς ἔναντι Θανοπούλου) bbox=[637, 2140, 826, 2155]
ad-subheadline: ΦΑΚΕΛΛΩΝ & ΚΑΤΑΣΤΙΧΩΝ bbox=[888, 934, 1123, 953]
headline: ΥΠΟΔΗΜΑΤΟΠΟΙΕΙΟΝ bbox=[637, 2063, 826, 2082]
ad-text: Ὅλοι τὰ δῶρά σας εἰς τὸ bbox=[918, 1571, 1093, 1586]
ad-text: Ἐν τῷ ἀνωτέρω καταστήματι εὑρίσκονται τὰ ἐκλεκτότερα καπνὰ καὶ σιγάρετα Ἀγρινίου καὶ Τουρκικὰ τῆς νέας ἐσοδείας. Ἄς σπεύσωσι οἱ φουμάδορες διὰ νὰ γευθῶσι τὰ γνήσια ταῦτα καπνὰ καὶ δὲν θὰ μετανοήσωσι. bbox=[880, 382, 1131, 481]
article-paragraph: Ἀκριβὲς περίληψις. Ἐν Ἀθήναις τῇ 18 Δεκεμβρίου 1900. bbox=[1149, 933, 1405, 965]
column-3 bbox=[599, 163, 863, 2466]
ad-price: 4,90 bbox=[1032, 1293, 1131, 1340]
ad-brand: Εἰς τοῦ Β. ΚΑΣΣΟΝΗ bbox=[918, 1343, 1093, 1362]
signature: Ν. Βάφας bbox=[1149, 917, 1216, 932]
signature-row bbox=[323, 1537, 588, 1555]
ad-text: ἄνευ γόμας ἐλαφρὰ bbox=[945, 2163, 1067, 2178]
ad-headline: ΧΑΡΤΟΠΩΛΕΙΟΝ bbox=[915, 846, 1097, 870]
ad-signoff: ἐκ Δουτρακίου bbox=[1040, 806, 1132, 820]
